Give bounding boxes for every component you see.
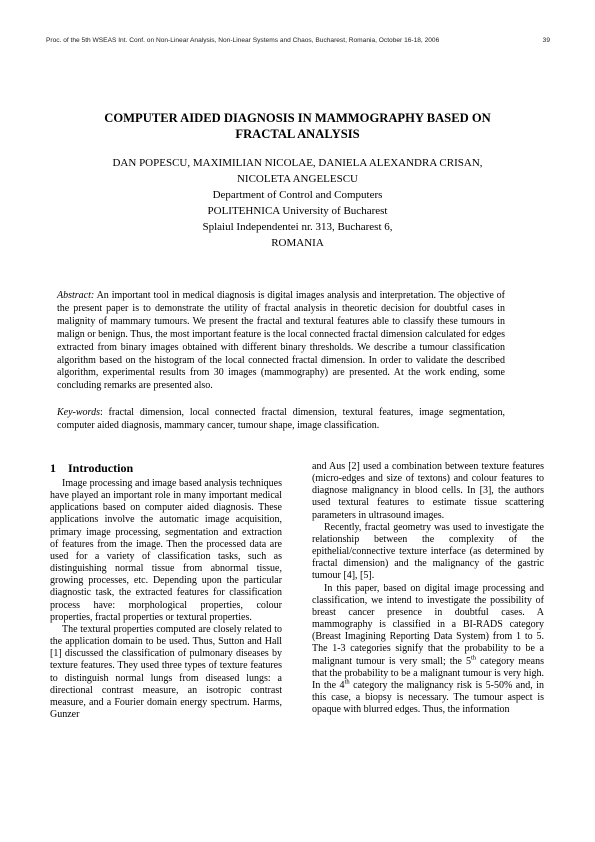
superscript-th: th: [344, 678, 350, 686]
section-title: Introduction: [68, 461, 134, 475]
running-header: [46, 37, 550, 44]
intro-paragraph-1: Image processing and image based analysis techniques have played an important role in many important medical applications based on computer aided diagnosis. These applications involve the automatic image acquisition, primary image processing, segmentation and extraction of features from the image. Then the processed data are used for a variety of classification tasks, such as distinguishing normal tissue from abnormal tissue, growing processes, etc. Depending upon the particular diagnostic task, the extracted features for classification process have: morphological properties, colour properties, fractal properties or textural properties.: [50, 478, 282, 623]
abstract-text: An important tool in medical diagnosis is digital images analysis and interpretation. The objective of the present paper is to demonstrate the utility of fractal analysis in theoretic decision for doubtful cases in malignity of mammary tumours. We present the fractal and textural features able to classify these tumours in malign or benign. Thus, the most important feature is the local connected fractal dimension calculated for edges extracted from binary images obtained with different binary thresholds. We describe a tumour classification algorithm based on the histogram of the local connected fractal dimension. In order to validate the described algorithm, experimental results from 30 images (mammography) are presented. At the work ending, some concluding remarks are presented also.: [57, 290, 505, 392]
left-column: [50, 461, 282, 721]
affiliation-department: Department of Control and Computers: [212, 189, 383, 201]
author-names-line-2: NICOLETA ANGELESCU: [236, 173, 359, 185]
affiliation-country: ROMANIA: [271, 237, 324, 249]
superscript-th: th: [470, 654, 477, 662]
abstract-block: [57, 290, 505, 433]
author-block: [40, 155, 555, 251]
intro-paragraph-4-part-c: category the malignancy risk is 5-50% and, in this case, a biopsy is necessary. The tumour aspect is opaque with blurred edges. Thus, the information: [312, 679, 545, 716]
paper-title-line-1: COMPUTER AIDED DIAGNOSIS IN MAMMOGRAPHY BASED ON: [104, 111, 491, 125]
conference-citation: Proc. of the 5th WSEAS Int. Conf. on Non-Linear Analysis, Non-Linear Systems and Chaos, Bucharest, Romania, October 16-18, 2006: [46, 37, 440, 44]
keywords-paragraph: [57, 407, 505, 433]
affiliation-address: Splaiul Independentei nr. 313, Bucharest 6,: [202, 221, 393, 233]
right-column: [312, 461, 544, 716]
paper-title-line-2: FRACTAL ANALYSIS: [235, 127, 360, 141]
intro-paragraph-2-continued: and Aus [2] used a combination between texture features (micro-edges and size of textons) and colour features to diagnose malignancy in blood cells. In [3], the authors used textural features to estimate tissue scattering parameters in ultrasound images.: [312, 461, 544, 521]
intro-paragraph-4: [312, 583, 544, 717]
keywords-text: : fractal dimension, local connected fractal dimension, textural features, image segmentation, computer aided diagnosis, mammary cancer, tumour shape, image classification.: [57, 407, 505, 432]
intro-paragraph-3: Recently, fractal geometry was used to investigate the relationship between the complexity of the epithelial/connective texture interface (as determined by fractal dimension) and the malignancy of the gastric tumour [4], [5].: [312, 521, 544, 582]
section-number: 1: [50, 461, 56, 475]
intro-paragraph-2: The textural properties computed are closely related to the application domain to be used. Thus, Sutton and Hall [1] discussed the classification of pulmonary diseases by texture features. They used three types of texture features to distinguish normal lungs from diseased lungs: a directional contrast measure, an isotropic contrast measure, and a Fourier domain energy spectrum. Harms, Gunzer: [50, 623, 282, 720]
abstract-label: Abstract:: [57, 290, 95, 301]
page-number: 39: [542, 37, 550, 44]
keywords-label: Key-words: [57, 407, 100, 419]
author-names-line-1: DAN POPESCU, MAXIMILIAN NICOLAE, DANIELA ALEXANDRA CRISAN,: [112, 157, 483, 169]
abstract-paragraph: [57, 290, 505, 393]
affiliation-university: POLITEHNICA University of Bucharest: [207, 205, 388, 217]
intro-paragraph-4-part-a: In this paper, based on digital image processing and classification, we intend to investigate the possibility of breast cancer presence in doubtful cases. A mammography is classified in a BI-RADS category (Breast Imagining Reporting Data System) from 1 to 5. The 1-3 categories signify that the probability to be a malignant tumour is very small; the 5: [312, 582, 544, 667]
section-heading: [50, 461, 282, 476]
intro-paragraph-4-part-b: category means that the probability to be a malignant tumour is very high. In the 4: [312, 655, 544, 691]
paper-title: [40, 110, 555, 142]
